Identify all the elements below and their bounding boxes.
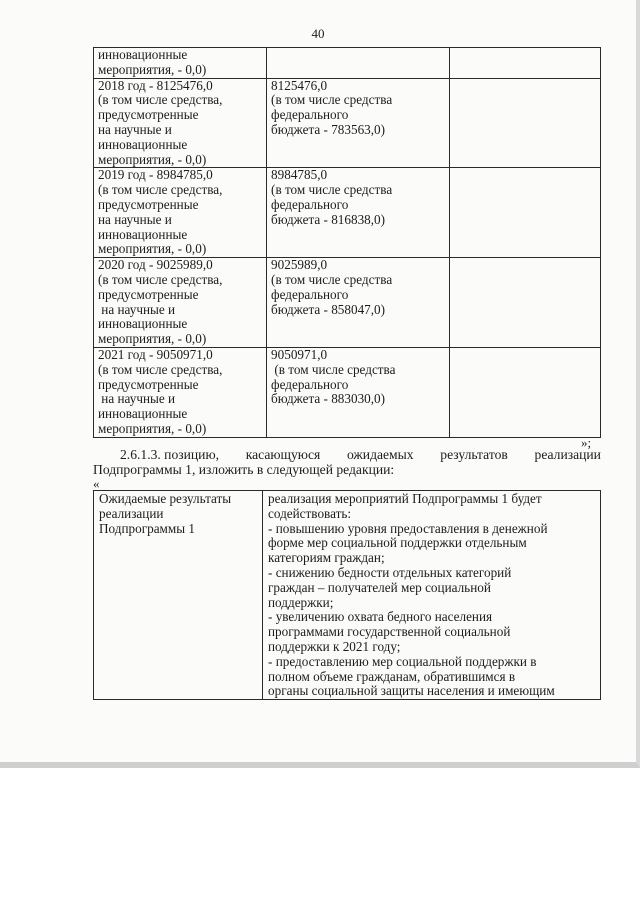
cell-line: 9025989,0 (271, 257, 328, 273)
cell-line: предусмотренные (98, 107, 199, 123)
table-row (94, 78, 601, 168)
cell-line: предусмотренные (98, 286, 199, 302)
cell-line: на научные и (98, 211, 172, 227)
expected-results-text (263, 491, 601, 700)
cell-line: (в том числе средства (271, 271, 393, 287)
funding-budget-cell (267, 258, 450, 348)
cell-line: мероприятия, - 0,0) (98, 420, 207, 436)
results-text-line: - увеличению охвата бедного населения (268, 609, 493, 625)
funding-budget-cell (267, 48, 450, 79)
cell-line: предусмотренные (98, 196, 199, 212)
table-row (94, 168, 601, 258)
closing-quote: »; (581, 435, 592, 450)
cell-line: инновационные (98, 406, 188, 422)
cell-line: инновационные (98, 226, 188, 242)
results-text-line: органы социальной защиты населения и имеющим (268, 683, 555, 699)
cell-line: (в том числе средства, (98, 271, 223, 287)
results-text-line: реализация мероприятий Подпрограммы 1 будет (268, 491, 542, 506)
cell-line: федерального (271, 286, 349, 302)
cell-line: 8125476,0 (271, 77, 328, 93)
cell-line: федерального (271, 376, 349, 392)
results-text-line: - повышению уровня предоставления в денежной (268, 520, 548, 536)
results-label-line: Подпрограммы 1 (99, 520, 195, 536)
results-text-line: полном объеме гражданам, обратившимся в (268, 668, 516, 684)
funding-budget-cell (267, 78, 450, 168)
cell-line: 2020 год - 9025989,0 (98, 257, 213, 273)
funding-table (93, 47, 601, 438)
funding-year-cell (94, 347, 267, 437)
results-label-line: реализации (99, 505, 164, 521)
cell-line: федерального (271, 107, 349, 123)
cell-line: на научные и (98, 391, 176, 407)
funding-extra-cell (450, 48, 601, 79)
cell-line: бюджета - 783563,0) (271, 121, 386, 137)
expected-results-table (93, 490, 601, 700)
paragraph-word: 2.6.1.3. позицию, (120, 447, 219, 462)
expected-results-row (94, 491, 601, 700)
cell-line: предусмотренные (98, 376, 199, 392)
cell-line: мероприятия, - 0,0) (98, 331, 207, 347)
expected-results-label (94, 491, 263, 700)
results-text-line: программами государственной социальной (268, 624, 511, 640)
funding-year-cell (94, 78, 267, 168)
cell-line: инновационные (98, 47, 188, 62)
cell-line: (в том числе средства (271, 182, 393, 198)
funding-extra-cell (450, 78, 601, 168)
paragraph-line-2: Подпрограммы 1, изложить в следующей редакции: (93, 462, 395, 477)
funding-extra-cell (450, 168, 601, 258)
table-row (94, 258, 601, 348)
results-text-line: - снижению бедности отдельных категорий (268, 564, 512, 580)
cell-line: инновационные (98, 316, 188, 332)
cell-line: 9050971,0 (271, 346, 328, 362)
cell-line: федерального (271, 196, 349, 212)
cell-line: 2018 год - 8125476,0 (98, 77, 213, 93)
results-text-line: содействовать: (268, 505, 352, 521)
cell-line: (в том числе средства, (98, 182, 223, 198)
table-row (94, 347, 601, 437)
paragraph-line-1 (93, 447, 601, 462)
cell-line: 8984785,0 (271, 167, 328, 183)
opening-quote: « (93, 476, 100, 491)
results-label-line: Ожидаемые результаты (99, 491, 232, 506)
results-text-line: категориям граждан; (268, 550, 385, 566)
cell-line: мероприятия, - 0,0) (98, 61, 207, 77)
funding-year-cell (94, 258, 267, 348)
results-text-line: - предоставлению мер социальной поддержки в (268, 653, 537, 669)
funding-year-cell (94, 168, 267, 258)
results-text-line: граждан – получателей мер социальной (268, 579, 491, 595)
paragraph-word: реализации (534, 447, 601, 462)
funding-extra-cell (450, 258, 601, 348)
table-row (94, 48, 601, 79)
results-text-line: форме мер социальной поддержки отдельным (268, 535, 527, 551)
paragraph-word: ожидаемых (346, 447, 414, 462)
results-text-line: поддержки; (268, 594, 334, 610)
funding-extra-cell (450, 347, 601, 437)
cell-line: (в том числе средства, (98, 92, 223, 108)
cell-line: бюджета - 858047,0) (271, 301, 386, 317)
amendment-paragraph (93, 447, 601, 477)
funding-year-cell (94, 48, 267, 79)
cell-line: бюджета - 816838,0) (271, 211, 386, 227)
cell-line: на научные и (98, 121, 172, 137)
cell-line: 2019 год - 8984785,0 (98, 167, 213, 183)
funding-budget-cell (267, 347, 450, 437)
funding-budget-cell (267, 168, 450, 258)
cell-line: на научные и (98, 301, 176, 317)
cell-line: (в том числе средства (271, 92, 393, 108)
cell-line: 2021 год - 9050971,0 (98, 346, 213, 362)
paragraph-word: касающуюся (245, 447, 321, 462)
cell-line: бюджета - 883030,0) (271, 391, 386, 407)
cell-line: инновационные (98, 136, 188, 152)
paragraph-word: результатов (440, 447, 508, 462)
results-text-line: поддержки к 2021 году; (268, 638, 401, 654)
cell-line: мероприятия, - 0,0) (98, 241, 207, 257)
cell-line: (в том числе средства, (98, 361, 223, 377)
page-number: 40 (311, 26, 325, 41)
funding-table-body (94, 48, 601, 438)
cell-line: мероприятия, - 0,0) (98, 151, 207, 167)
cell-line: (в том числе средства (271, 361, 396, 377)
